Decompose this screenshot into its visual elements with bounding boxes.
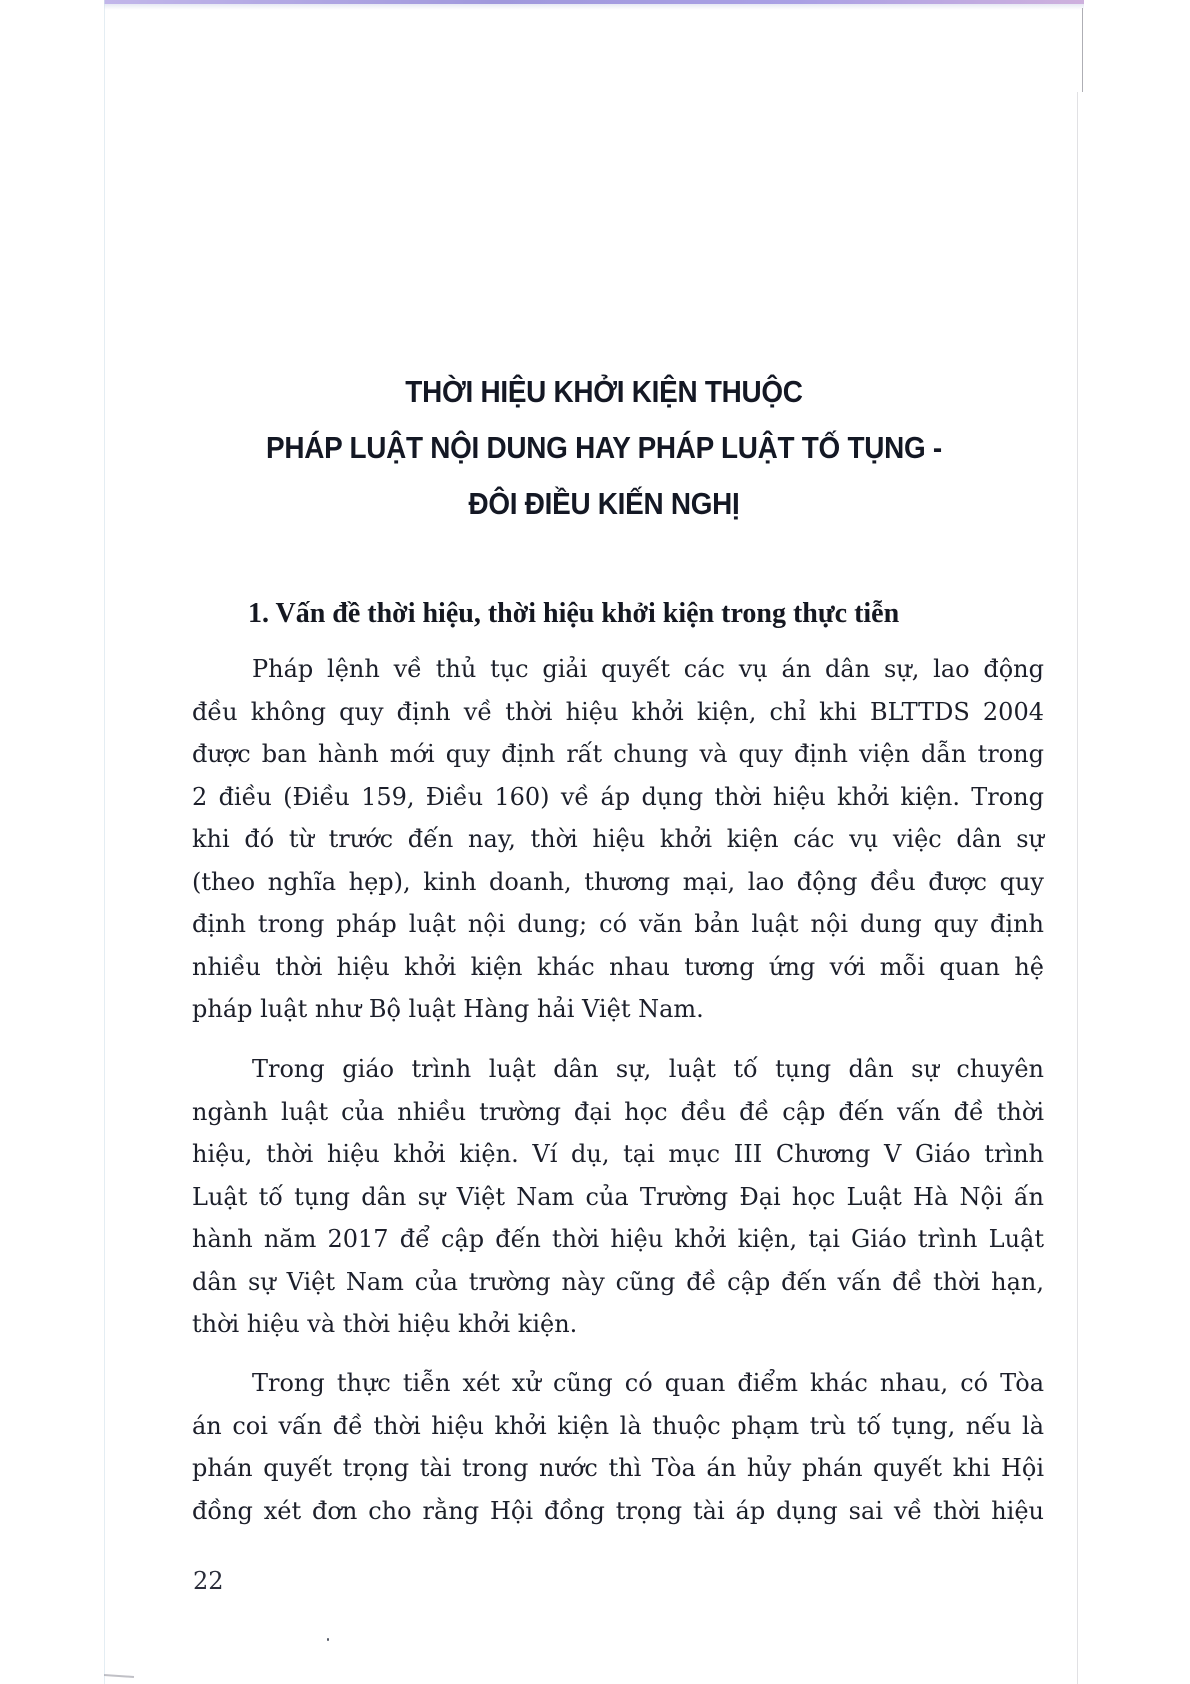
paragraph-line: Pháp lệnh về thủ tục giải quyết các vụ án dân sự, lao động [252, 655, 1044, 683]
paragraph-line: đồng xét đơn cho rằng Hội đồng trọng tài áp dụng sai về thời hiệu [192, 1496, 1044, 1525]
paragraph-line: được ban hành mới quy định rất chung và quy định viện dẫn trong [192, 740, 1044, 768]
chapter-title-line-3: ĐÔI ĐIỀU KIẾN NGHỊ [468, 486, 740, 521]
paragraph-line: án coi vấn đề thời hiệu khởi kiện là thuộc phạm trù tố tụng, nếu là [192, 1411, 1044, 1440]
paragraph-2 [192, 1048, 1044, 1346]
paragraph-line: Trong thực tiễn xét xử cũng có quan điểm khác nhau, có Tòa [252, 1369, 1044, 1397]
paragraph-line: dân sự Việt Nam của trường này cũng đề cập đến vấn đề thời hạn, [192, 1267, 1044, 1296]
paragraph-line: ngành luật của nhiều trường đại học đều đề cập đến vấn đề thời [192, 1097, 1044, 1126]
paragraph-1 [192, 648, 1044, 1031]
paragraph-line: Trong giáo trình luật dân sự, luật tố tụng dân sự chuyên [252, 1055, 1044, 1083]
scan-corner-mark [104, 1674, 134, 1678]
paragraph-line: định trong pháp luật nội dung; có văn bản luật nội dung quy định [192, 910, 1044, 938]
paragraph-line: thời hiệu và thời hiệu khởi kiện. [192, 1310, 578, 1338]
paragraph-line: Luật tố tụng dân sự Việt Nam của Trường Đại học Luật Hà Nội ấn [192, 1182, 1044, 1211]
scan-right-edge [1077, 92, 1078, 1684]
paragraph-3 [192, 1362, 1044, 1532]
scan-right-edge-top [1082, 8, 1083, 92]
paragraph-line: phán quyết trọng tài trong nước thì Tòa án hủy phán quyết khi Hội [192, 1454, 1044, 1482]
scan-left-edge [104, 0, 105, 1684]
paragraph-line: (theo nghĩa hẹp), kinh doanh, thương mại, lao động đều được quy [192, 867, 1044, 896]
paragraph-line: khi đó từ trước đến nay, thời hiệu khởi kiện các vụ việc dân sự [192, 825, 1044, 853]
chapter-title [213, 364, 994, 532]
scan-speck [327, 1638, 329, 1641]
paragraph-line: hiệu, thời hiệu khởi kiện. Ví dụ, tại mục III Chương V Giáo trình [192, 1140, 1044, 1168]
chapter-title-line-1: THỜI HIỆU KHỞI KIỆN THUỘC [405, 374, 803, 409]
page-number: 22 [193, 1567, 224, 1595]
paragraph-line: đều không quy định về thời hiệu khởi kiện, chỉ khi BLTTDS 2004 [192, 697, 1044, 726]
chapter-title-line-2: PHÁP LUẬT NỘI DUNG HAY PHÁP LUẬT TỐ TỤNG - [266, 430, 942, 465]
section-heading: 1. Vấn đề thời hiệu, thời hiệu khởi kiện trong thực tiễn [248, 598, 900, 629]
paragraph-line: 2 điều (Điều 159, Điều 160) về áp dụng thời hiệu khởi kiện. Trong [192, 782, 1044, 811]
paragraph-line: nhiều thời hiệu khởi kiện khác nhau tương ứng với mỗi quan hệ [192, 952, 1044, 981]
paragraph-line: hành năm 2017 để cập đến thời hiệu khởi kiện, tại Giáo trình Luật [192, 1225, 1044, 1253]
paragraph-line: pháp luật như Bộ luật Hàng hải Việt Nam. [192, 995, 704, 1023]
scan-top-shadow [104, 4, 1084, 10]
